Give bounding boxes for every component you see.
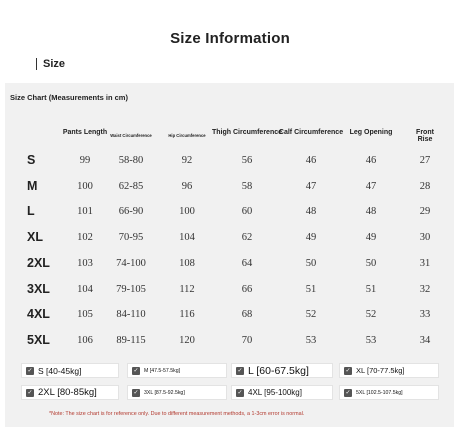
- table-row: [5, 200, 454, 224]
- checkbox-icon: ✓: [345, 390, 351, 396]
- cell-pants-length: 104: [77, 283, 93, 295]
- cell-thigh: 58: [241, 180, 253, 192]
- checkbox-icon: ✓: [345, 368, 351, 374]
- cell-calf: 46: [305, 155, 317, 166]
- cell-leg-opening: 53: [365, 334, 377, 346]
- size-label: 3XL: [27, 281, 50, 296]
- cell-hip: 120: [179, 334, 195, 346]
- checkbox-icon: ✓: [27, 390, 33, 396]
- weight-label: S [40-45kg]: [38, 365, 82, 376]
- weight-label: 3XL [87.5-92.5kg]: [144, 389, 185, 396]
- cell-hip: 112: [179, 283, 195, 295]
- cell-leg-opening: 52: [365, 309, 377, 321]
- cell-hip: 92: [181, 155, 193, 166]
- table-row: [5, 303, 454, 327]
- weight-label: 2XL [80-85kg]: [38, 387, 97, 398]
- checkbox-icon: ✓: [133, 390, 139, 396]
- cell-leg-opening: 48: [365, 206, 377, 218]
- cell-waist: 66-90: [118, 206, 144, 218]
- size-label: S: [27, 153, 36, 167]
- table-row: [5, 149, 454, 173]
- weight-option: [127, 385, 227, 400]
- cell-thigh: 56: [241, 155, 253, 166]
- checkbox-icon: ✓: [133, 368, 139, 374]
- cell-waist: 70-95: [118, 232, 144, 244]
- size-label: XL: [27, 230, 43, 245]
- cell-pants-length: 99: [79, 155, 91, 166]
- cell-leg-opening: 46: [365, 155, 377, 166]
- column-header-waist: Waist Circumference: [110, 133, 152, 138]
- disclaimer-note: *Note: The size chart is for reference only. Due to different measurement methods, a 1-3cm error is normal.: [49, 411, 305, 417]
- page-title: Size Information: [170, 30, 290, 47]
- chart-caption: Size Chart (Measurements in cm): [10, 93, 128, 102]
- cell-pants-length: 100: [77, 180, 93, 192]
- weight-label: 5XL [102.5-107.5kg]: [356, 389, 403, 396]
- cell-front-rise: 33: [419, 309, 431, 321]
- cell-waist: 89-115: [116, 334, 146, 346]
- column-header-calf: Calf Circumference: [278, 129, 344, 136]
- cell-calf: 53: [305, 334, 317, 346]
- weight-label: XL [70-77.5kg]: [356, 366, 405, 375]
- table-row: [5, 252, 454, 276]
- table-row: [5, 226, 454, 250]
- cell-pants-length: 105: [77, 309, 93, 321]
- column-header-pants-length: Pants Length: [62, 129, 108, 136]
- cell-calf: 48: [305, 206, 317, 218]
- cell-thigh: 62: [241, 232, 253, 244]
- column-header-front-rise: Front Rise: [416, 129, 434, 144]
- size-label: 2XL: [27, 255, 50, 270]
- size-label: M: [27, 178, 38, 193]
- weight-option: [21, 363, 119, 378]
- size-label: L: [27, 204, 35, 219]
- cell-leg-opening: 49: [365, 232, 377, 244]
- section-label: Size: [43, 58, 66, 70]
- cell-waist: 74-100: [116, 257, 146, 269]
- weight-guide: [5, 358, 454, 408]
- cell-leg-opening: 51: [365, 283, 377, 295]
- cell-hip: 108: [179, 257, 195, 269]
- cell-pants-length: 101: [77, 206, 93, 218]
- cell-hip: 100: [179, 206, 195, 218]
- cell-waist: 62-85: [118, 180, 144, 192]
- cell-thigh: 60: [241, 206, 253, 218]
- size-label: 4XL: [27, 307, 50, 322]
- cell-calf: 51: [305, 283, 317, 295]
- weight-option: [127, 363, 227, 378]
- weight-option: [339, 385, 439, 400]
- cell-thigh: 70: [241, 334, 253, 346]
- cell-calf: 50: [305, 257, 317, 269]
- section-header: [36, 58, 65, 70]
- weight-label: L [60-67.5kg]: [248, 364, 309, 377]
- cell-pants-length: 106: [77, 334, 93, 346]
- cell-calf: 47: [305, 180, 317, 192]
- cell-pants-length: 103: [77, 257, 93, 269]
- checkbox-icon: ✓: [27, 368, 33, 374]
- checkbox-icon: ✓: [237, 390, 243, 396]
- cell-hip: 116: [179, 309, 195, 321]
- cell-thigh: 68: [241, 309, 253, 321]
- cell-calf: 49: [305, 232, 317, 244]
- cell-front-rise: 31: [419, 257, 431, 269]
- weight-option: [21, 385, 119, 400]
- cell-thigh: 64: [241, 257, 253, 269]
- cell-front-rise: 29: [419, 206, 431, 218]
- cell-front-rise: 34: [419, 334, 431, 346]
- cell-front-rise: 28: [419, 180, 431, 192]
- table-row: [5, 329, 454, 353]
- size-label: 5XL: [27, 332, 50, 347]
- cell-front-rise: 32: [419, 283, 431, 295]
- weight-label: 4XL [95-100kg]: [248, 388, 302, 397]
- cell-calf: 52: [305, 309, 317, 321]
- weight-option: [339, 363, 439, 378]
- size-chart-panel: [5, 83, 454, 427]
- cell-hip: 96: [181, 180, 193, 192]
- table-row: [5, 278, 454, 302]
- checkbox-icon: ✓: [237, 368, 243, 374]
- cell-thigh: 66: [241, 283, 253, 295]
- cell-leg-opening: 47: [365, 180, 377, 192]
- cell-waist: 84-110: [116, 309, 146, 321]
- column-header-leg-opening: Leg Opening: [349, 129, 393, 136]
- column-header-thigh: Thigh Circumference: [211, 129, 283, 136]
- column-header-hip: Hip Circumference: [168, 133, 206, 138]
- weight-label: M [47.5-57.5kg]: [144, 367, 181, 374]
- weight-option: [231, 385, 333, 400]
- cell-waist: 58-80: [118, 155, 144, 166]
- cell-pants-length: 102: [77, 232, 93, 244]
- weight-option: [231, 363, 333, 378]
- cell-hip: 104: [179, 232, 195, 244]
- cell-front-rise: 30: [419, 232, 431, 244]
- cell-waist: 79-105: [116, 283, 146, 295]
- cell-front-rise: 27: [419, 155, 431, 166]
- table-row: [5, 175, 454, 199]
- cell-leg-opening: 50: [365, 257, 377, 269]
- section-divider: [36, 58, 37, 70]
